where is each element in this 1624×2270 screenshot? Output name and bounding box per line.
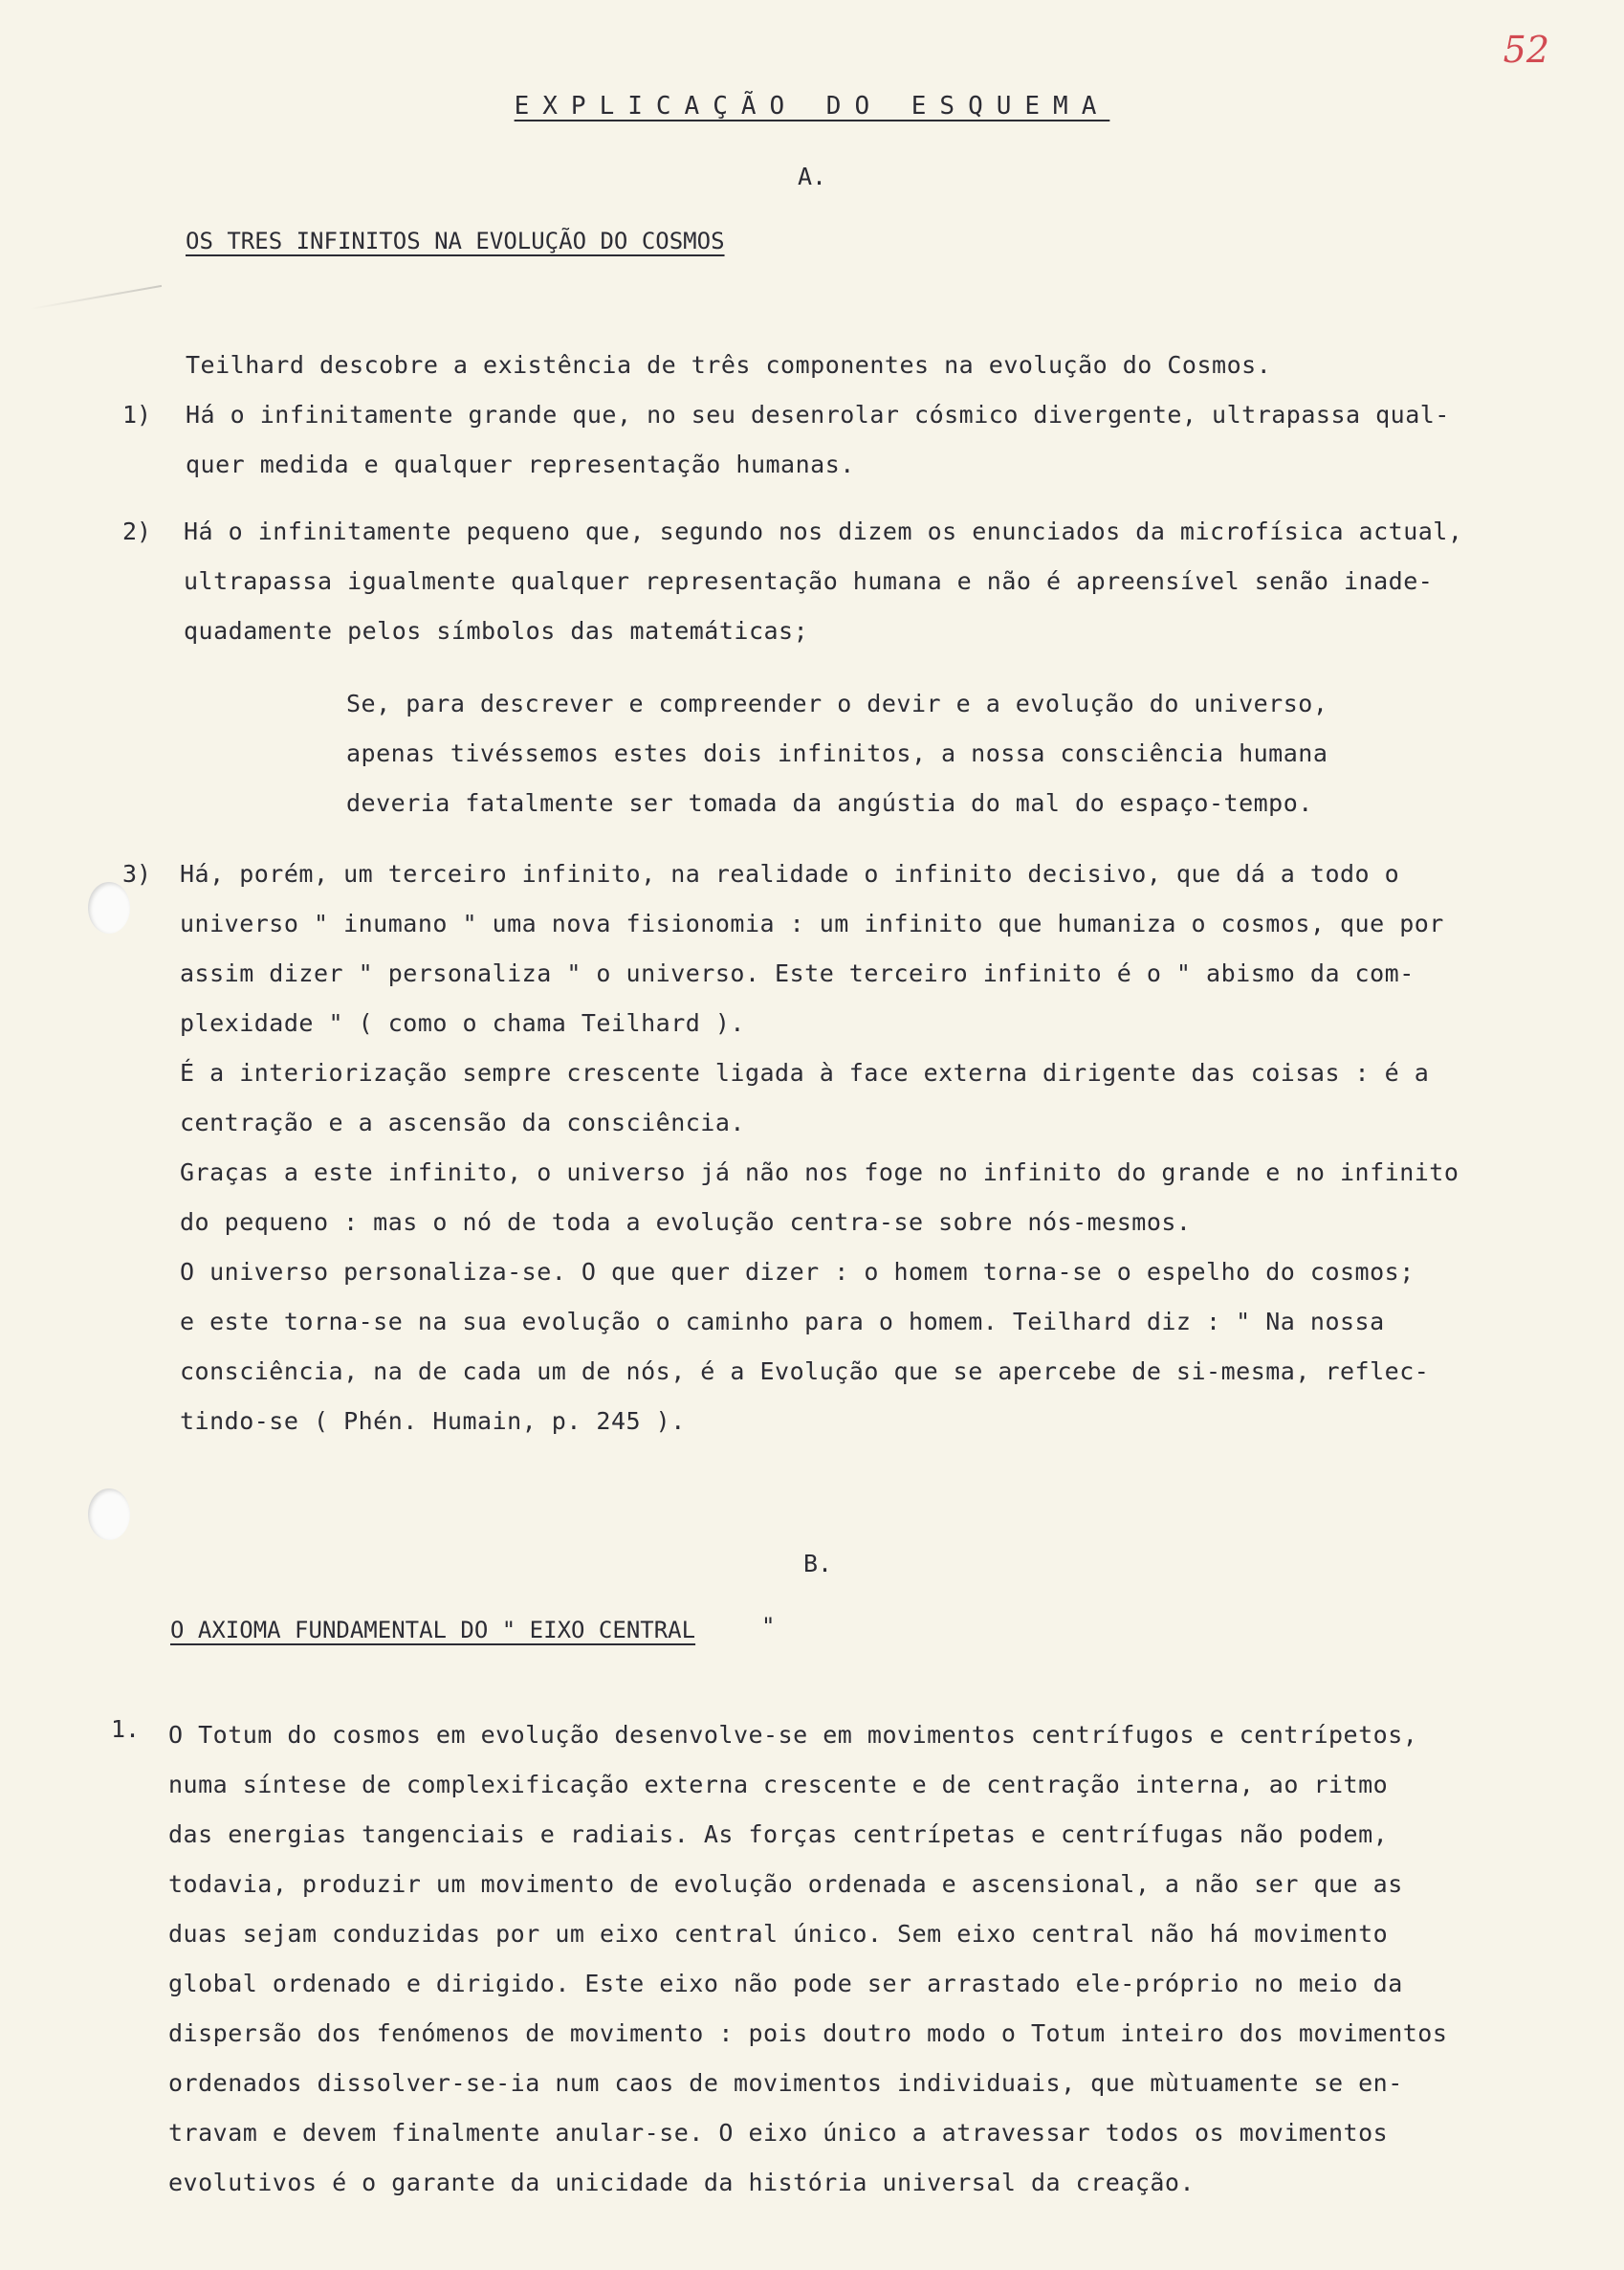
section-b-heading-text: O AXIOMA FUNDAMENTAL DO " EIXO CENTRAL [170,1617,696,1643]
item-3-marker: 3) [122,860,152,888]
line: deveria fatalmente ser tomada da angústia do mal do espaço-tempo. [346,789,1313,817]
item-2-text [184,507,1462,656]
section-b-heading [170,1617,695,1643]
line: ordenados dissolver-se-ia num caos de movimentos individuais, que mùtuamente se en- [168,2069,1403,2097]
line: O Totum do cosmos em evolução desenvolve-se em movimentos centrífugos e centrípetos, [168,1721,1418,1749]
b-item-1-marker: 1. [111,1715,141,1743]
line: apenas tivéssemos estes dois infinitos, a nossa consciência humana [346,739,1328,767]
page-number: 52 [1503,29,1549,71]
punch-hole [88,1488,130,1540]
section-a-heading: OS TRES INFINITOS NA EVOLUÇÃO DO COSMOS [186,228,725,254]
line: centração e a ascensão da consciência. [180,1109,745,1136]
section-a-intro: Teilhard descobre a existência de três componentes na evolução do Cosmos. [186,351,1272,379]
line: Há o infinitamente grande que, no seu desenrolar cósmico divergente, ultrapassa qual- [186,401,1450,429]
line: e este torna-se na sua evolução o caminho para o homem. Teilhard diz : " Na nossa [180,1308,1385,1335]
item-2-marker: 2) [122,518,152,545]
line: Se, para descrever e compreender o devir e a evolução do universo, [346,690,1328,717]
line: travam e devem finalmente anular-se. O eixo único a atravessar todos os movimentos [168,2119,1389,2147]
line: tindo-se ( Phén. Humain, p. 245 ). [180,1407,686,1435]
section-b-letter: B. [802,1550,833,1577]
line: Há, porém, um terceiro infinito, na realidade o infinito decisivo, que dá a todo o [180,860,1400,888]
line: ultrapassa igualmente qualquer representação humana e não é apreensível senão inade- [184,567,1434,595]
line: quer medida e qualquer representação humanas. [186,451,855,478]
section-a-letter: A. [797,163,827,190]
line: dispersão dos fenómenos de movimento : pois doutro modo o Totum inteiro dos movimentos [168,2019,1448,2047]
line: assim dizer " personaliza " o universo. Este terceiro infinito é o " abismo da com- [180,959,1415,987]
line: evolutivos é o garante da unicidade da história universal da creação. [168,2169,1196,2196]
indented-passage [346,679,1328,828]
line: É a interiorização sempre crescente ligada à face externa dirigente das coisas : é a [180,1059,1430,1087]
line: quadamente pelos símbolos das matemáticas; [184,617,809,645]
line: consciência, na de cada um de nós, é a Evolução que se apercebe de si-mesma, reflec- [180,1357,1430,1385]
line: do pequeno : mas o nó de toda a evolução centra-se sobre nós-mesmos. [180,1208,1192,1236]
line: universo " inumano " uma nova fisionomia : um infinito que humaniza o cosmos, que por [180,910,1444,937]
line: numa síntese de complexificação externa crescente e de centração interna, ao ritmo [168,1771,1389,1798]
section-b-heading-quote: " [761,1613,776,1640]
item-1-text [186,390,1450,490]
item-1-marker: 1) [122,401,152,429]
line: todavia, produzir um movimento de evolução ordenada e ascensional, a não ser que as [168,1870,1403,1898]
line: global ordenado e dirigido. Este eixo não pode ser arrastado ele-próprio no meio da [168,1970,1403,1997]
item-3-text [180,849,1459,1446]
b-item-1-text [168,1710,1447,2208]
document-title: EXPLICAÇÃO DO ESQUEMA [514,92,1110,121]
line: O universo personaliza-se. O que quer dizer : o homem torna-se o espelho do cosmos; [180,1258,1415,1286]
line: Há o infinitamente pequeno que, segundo nos dizem os enunciados da microfísica actual, [184,518,1463,545]
line: Graças a este infinito, o universo já não nos foge no infinito do grande e no infinito [180,1158,1459,1186]
line: duas sejam conduzidas por um eixo central único. Sem eixo central não há movimento [168,1920,1389,1948]
line: plexidade " ( como o chama Teilhard ). [180,1009,745,1037]
pencil-mark [30,285,162,310]
line: das energias tangenciais e radiais. As forças centrípetas e centrífugas não podem, [168,1820,1389,1848]
